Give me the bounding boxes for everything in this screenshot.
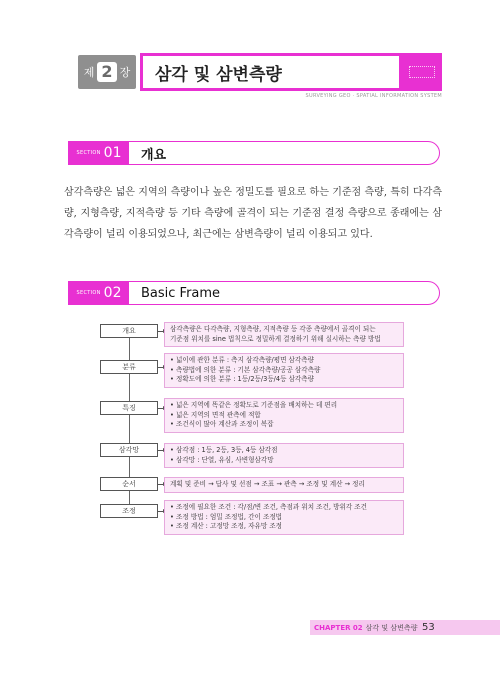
- section-tag: [69, 142, 129, 164]
- frame-description: [164, 353, 404, 388]
- section-title: 개요: [141, 147, 167, 163]
- section-label: SECTION: [76, 150, 101, 156]
- dotted-pattern: [409, 66, 435, 78]
- frame-description-line: • 조정 방법 : 엄밀 조정법, 간이 조정법: [170, 512, 283, 521]
- page-number: 53: [422, 622, 435, 633]
- frame-node: 특징: [100, 401, 158, 415]
- chapter-decoration: [402, 53, 442, 91]
- intro-paragraph: 삼각측량은 넓은 지역의 측량이나 높은 정밀도를 필요로 하는 기준점 측량, 특히 다각측량, 지형측량, 지적측량 등 기타 측량에 골격이 되는 기준점 결정 측량으로 종래에는 삼각측량이 널리 이용되었으나, 최근에는 삼변측량이 널리 이용되고 있다.: [64, 187, 442, 240]
- chapter-number: 2: [97, 62, 116, 82]
- chapter-suffix: 장: [119, 66, 131, 79]
- section-tag: [69, 282, 129, 304]
- frame-node: 조정: [100, 504, 158, 518]
- frame-description: [164, 443, 404, 468]
- frame-description-line: • 삼각점 : 1등, 2등, 3등, 4등 삼각점: [170, 446, 278, 454]
- frame-description: [164, 477, 404, 493]
- footer-chapter-label: CHAPTER 02: [314, 623, 363, 632]
- frame-description-line: 기준점 위치를 sine 법칙으로 정밀하게 결정하기 위해 실시하는 측량 방법: [170, 334, 381, 343]
- section-number: 02: [103, 285, 122, 301]
- section-header-02: [68, 281, 440, 305]
- frame-description-line: • 넓이에 관한 분류 : 측지 삼각측량/평면 삼각측량: [170, 356, 315, 364]
- frame-node: 분류: [100, 360, 158, 374]
- frame-node: 삼각망: [100, 443, 158, 457]
- section-title: Basic Frame: [141, 285, 221, 301]
- frame-description-line: • 조정 계산 : 고정망 조정, 자유망 조정: [170, 522, 283, 530]
- footer-chapter: [314, 620, 417, 635]
- frame-description-line: • 삼각망 : 단열, 유심, 사변형삼각망: [170, 455, 274, 464]
- frame-node: 순서: [100, 477, 158, 491]
- chapter-title: 삼각 및 삼변측량: [155, 64, 282, 85]
- frame-description-line: • 조정에 필요한 조건 : 각/점/변 조건, 측점과 위치 조건, 방위각 조건: [170, 503, 368, 511]
- frame-description-line: • 정확도에 의한 분류 : 1등/2등/3등/4등 삼각측량: [170, 375, 315, 383]
- frame-description: [164, 322, 404, 347]
- frame-description-line: • 조건식이 많아 계산과 조정이 복잡: [170, 420, 274, 428]
- frame-description: [164, 398, 404, 433]
- chapter-prefix: 제: [83, 66, 95, 79]
- section-number: 01: [103, 145, 122, 161]
- section-label: SECTION: [76, 290, 101, 296]
- frame-description-line: 계획 및 준비 → 답사 및 선점 → 조표 → 관측 → 조정 및 계산 → 정리: [170, 480, 365, 488]
- chapter-title-box: [140, 53, 402, 91]
- frame-description-line: • 넓은 지역에 똑같은 정확도로 기준점을 배치하는 데 편리: [170, 401, 338, 409]
- chapter-badge: [78, 55, 136, 89]
- frame-description-line: 삼각측량은 다각측량, 지형측량, 지적측량 등 각종 측량에서 골격이 되는: [170, 325, 376, 333]
- footer-chapter-title: 삼각 및 삼변측량: [365, 623, 418, 632]
- section-header-01: [68, 141, 440, 165]
- frame-description: [164, 500, 404, 535]
- frame-node: 개요: [100, 324, 158, 338]
- frame-description-line: • 넓은 지역의 면적 관측에 적합: [170, 410, 261, 419]
- frame-description-line: • 측량법에 의한 분류 : 기본 삼각측량/공공 삼각측량: [170, 365, 321, 374]
- chapter-subtitle: SURVEYING GEO · SPATIAL INFORMATION SYSTEM: [305, 93, 442, 99]
